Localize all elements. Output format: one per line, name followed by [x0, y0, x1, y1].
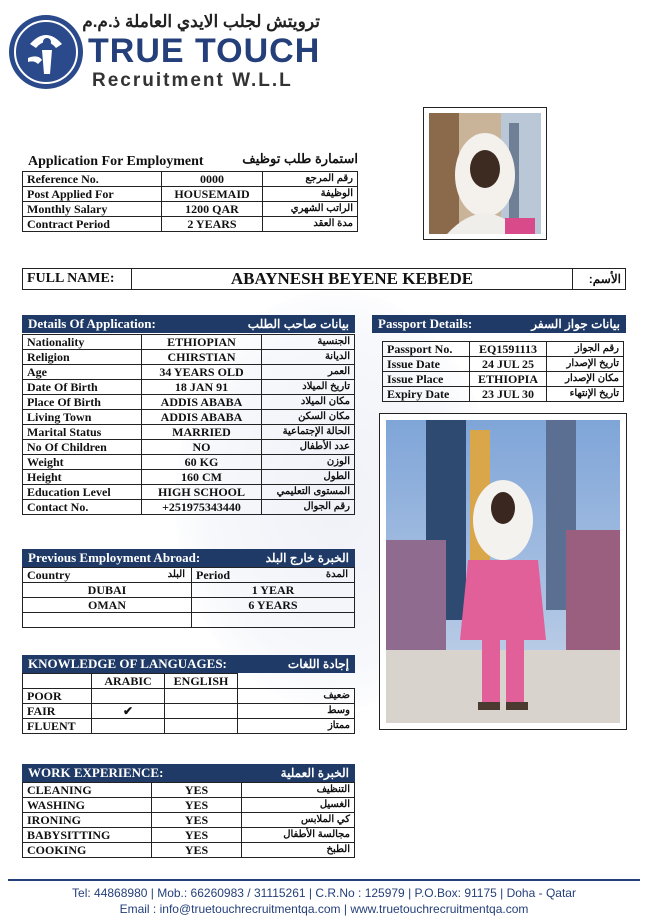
applicant-headshot-photo [423, 107, 547, 240]
details-row [23, 335, 355, 350]
row-label: Date Of Birth [23, 380, 142, 395]
row-label-arabic: عدد الأطفال [262, 440, 355, 455]
form-row [23, 202, 358, 217]
footer-contact-line: Tel: 44868980 | Mob.: 66260983 / 31115261 | C.R.No : 125979 | P.O.Box: 91175 | Doha - Qatar [72, 886, 576, 900]
details-row [23, 395, 355, 410]
row-label-arabic: مدة العقد [263, 217, 358, 232]
passport-row [383, 342, 624, 357]
row-label: Living Town [23, 410, 142, 425]
form-row [23, 187, 358, 202]
language-level-label-arabic: ممتاز [238, 719, 355, 734]
row-label-arabic: العمر [262, 365, 355, 380]
row-value: EQ1591113 [470, 342, 547, 357]
row-label: Age [23, 365, 142, 380]
language-level-row [23, 689, 355, 704]
details-row [23, 455, 355, 470]
row-label-arabic: الوزن [262, 455, 355, 470]
details-row [23, 500, 355, 515]
language-level-label-arabic: وسط [238, 704, 355, 719]
row-label: WASHING [23, 798, 152, 813]
details-table [22, 334, 355, 515]
details-title-arabic: بيانات صاحب الطلب [247, 317, 349, 331]
language-level-label: FAIR [23, 704, 92, 719]
language-level-row [23, 704, 355, 719]
row-value: YES [152, 798, 242, 813]
row-value: CHIRSTIAN [142, 350, 262, 365]
passport-title: Passport Details: [378, 316, 473, 331]
row-label-arabic: رقم الجوال [262, 500, 355, 515]
details-title: Details Of Application: [28, 316, 156, 331]
work-experience-row [23, 828, 355, 843]
languages-title: KNOWLEDGE OF LANGUAGES: [28, 656, 227, 671]
row-label: BABYSITTING [23, 828, 152, 843]
form-row [23, 217, 358, 232]
period-cell: 1 YEAR [192, 583, 355, 598]
row-label-arabic: تاريخ الإنتهاء [547, 387, 624, 402]
work-experience-row [23, 843, 355, 858]
country-cell [23, 613, 192, 628]
column-country [23, 568, 192, 583]
row-label: CLEANING [23, 783, 152, 798]
footer-web-line: Email : info@truetouchrecruitmentqa.com | www.truetouchrecruitmentqa.com [119, 902, 529, 916]
details-row [23, 380, 355, 395]
applicant-full-body-photo [379, 413, 627, 730]
column-period-arabic: المدة [325, 569, 348, 580]
full-name-label-arabic: الأسم: [573, 269, 626, 290]
column-period-label: Period [196, 568, 230, 582]
row-label-arabic: الجنسية [262, 335, 355, 350]
row-value: MARRIED [142, 425, 262, 440]
row-label: Issue Date [383, 357, 470, 372]
row-label-arabic: الوظيفة [263, 187, 358, 202]
details-row [23, 485, 355, 500]
row-label: Reference No. [23, 172, 162, 187]
column-country-arabic: البلد [167, 569, 185, 580]
row-label-arabic: مكان الميلاد [262, 395, 355, 410]
row-value: 1200 QAR [162, 202, 263, 217]
work-experience-table [22, 782, 355, 858]
full-name-label: FULL NAME: [23, 269, 132, 290]
passport-row [383, 387, 624, 402]
country-cell: OMAN [23, 598, 192, 613]
column-period [192, 568, 355, 583]
row-label: Education Level [23, 485, 142, 500]
work-experience-row [23, 813, 355, 828]
row-label-arabic: مكان السكن [262, 410, 355, 425]
period-cell [192, 613, 355, 628]
company-name: TRUE TOUCH [88, 32, 321, 70]
work-experience-row [23, 798, 355, 813]
row-label-arabic: رقم المرجع [263, 172, 358, 187]
languages-empty-cell [238, 674, 355, 689]
row-label-arabic: مكان الإصدار [547, 372, 624, 387]
row-label-arabic: كي الملابس [242, 813, 355, 828]
row-value: YES [152, 828, 242, 843]
row-value: 60 KG [142, 455, 262, 470]
work-experience-title: WORK EXPERIENCE: [28, 765, 164, 780]
languages-title-arabic: إجادة اللغات [287, 657, 349, 671]
row-label: Passport No. [383, 342, 470, 357]
company-subtitle: Recruitment W.L.L [92, 70, 293, 91]
row-value: 23 JUL 30 [470, 387, 547, 402]
full-name-value: ABAYNESH BEYENE KEBEDE [132, 269, 573, 290]
row-value: ETHIOPIAN [142, 335, 262, 350]
english-level-mark [165, 719, 238, 734]
period-cell: 6 YEARS [192, 598, 355, 613]
row-label: Weight [23, 455, 142, 470]
details-row [23, 425, 355, 440]
column-arabic: ARABIC [92, 674, 165, 689]
form-info-table [22, 171, 358, 232]
row-value: 0000 [162, 172, 263, 187]
row-label-arabic: الديانة [262, 350, 355, 365]
row-label: Issue Place [383, 372, 470, 387]
passport-row [383, 357, 624, 372]
english-level-mark [165, 704, 238, 719]
row-label: Marital Status [23, 425, 142, 440]
row-value: 2 YEARS [162, 217, 263, 232]
passport-row [383, 372, 624, 387]
languages-table [22, 673, 355, 734]
language-level-label: POOR [23, 689, 92, 704]
previous-employment-row [23, 598, 355, 613]
form-title-arabic: استمارة طلب توظيف [242, 151, 358, 166]
row-label-arabic: الطبخ [242, 843, 355, 858]
row-value: 18 JAN 91 [142, 380, 262, 395]
row-label-arabic: الغسيل [242, 798, 355, 813]
row-value: NO [142, 440, 262, 455]
row-label-arabic: الطول [262, 470, 355, 485]
row-value: 24 JUL 25 [470, 357, 547, 372]
row-label: Contract Period [23, 217, 162, 232]
work-experience-header [22, 764, 355, 782]
arabic-level-mark [92, 689, 165, 704]
languages-header [22, 655, 355, 673]
row-label: Monthly Salary [23, 202, 162, 217]
language-level-row [23, 719, 355, 734]
details-row [23, 365, 355, 380]
row-value: +251975343440 [142, 500, 262, 515]
row-label-arabic: تاريخ الإصدار [547, 357, 624, 372]
row-value: ADDIS ABABA [142, 410, 262, 425]
previous-employment-title-arabic: الخبرة خارج البلد [265, 551, 349, 565]
row-label: IRONING [23, 813, 152, 828]
row-value: ETHIOPIA [470, 372, 547, 387]
details-row [23, 350, 355, 365]
work-experience-row [23, 783, 355, 798]
english-level-mark [165, 689, 238, 704]
work-experience-title-arabic: الخبرة العملية [280, 766, 349, 780]
arabic-level-mark: ✔ [92, 704, 165, 719]
arabic-level-mark [92, 719, 165, 734]
row-label-arabic: تاريخ الميلاد [262, 380, 355, 395]
column-country-label: Country [27, 568, 71, 582]
row-label-arabic: رقم الجواز [547, 342, 624, 357]
form-title: Application For Employment [28, 154, 204, 169]
previous-employment-row [23, 613, 355, 628]
row-label-arabic: المستوى التعليمي [262, 485, 355, 500]
row-value: 160 CM [142, 470, 262, 485]
row-label-arabic: التنظيف [242, 783, 355, 798]
passport-table [382, 341, 624, 402]
company-arabic-name: ترويتش لجلب الايدي العاملة ذ.م.م [82, 12, 320, 31]
details-row [23, 410, 355, 425]
row-label-arabic: مجالسة الأطفال [242, 828, 355, 843]
passport-header [372, 315, 626, 333]
previous-employment-header [22, 549, 355, 567]
row-label: Religion [23, 350, 142, 365]
details-row [23, 440, 355, 455]
row-label: Contact No. [23, 500, 142, 515]
language-level-label-arabic: ضعيف [238, 689, 355, 704]
row-label: Post Applied For [23, 187, 162, 202]
previous-employment-row [23, 583, 355, 598]
row-label: Expiry Date [383, 387, 470, 402]
row-label-arabic: الراتب الشهري [263, 202, 358, 217]
row-value: HOUSEMAID [162, 187, 263, 202]
languages-corner-cell [23, 674, 92, 689]
row-label: No Of Children [23, 440, 142, 455]
country-cell: DUBAI [23, 583, 192, 598]
full-name-table [22, 268, 626, 290]
row-value: HIGH SCHOOL [142, 485, 262, 500]
column-english: ENGLISH [165, 674, 238, 689]
row-value: YES [152, 843, 242, 858]
passport-title-arabic: بيانات جواز السفر [531, 317, 620, 331]
row-label: Nationality [23, 335, 142, 350]
previous-employment-title: Previous Employment Abroad: [28, 550, 201, 565]
row-value: 34 YEARS OLD [142, 365, 262, 380]
row-label: COOKING [23, 843, 152, 858]
details-header [22, 315, 355, 333]
details-row [23, 470, 355, 485]
footer-divider [8, 879, 640, 881]
form-row [23, 172, 358, 187]
row-label: Height [23, 470, 142, 485]
row-value: ADDIS ABABA [142, 395, 262, 410]
previous-employment-table [22, 567, 355, 628]
row-label-arabic: الحالة الإجتماعية [262, 425, 355, 440]
row-value: YES [152, 813, 242, 828]
row-value: YES [152, 783, 242, 798]
row-label: Place Of Birth [23, 395, 142, 410]
language-level-label: FLUENT [23, 719, 92, 734]
company-logo [8, 14, 84, 90]
